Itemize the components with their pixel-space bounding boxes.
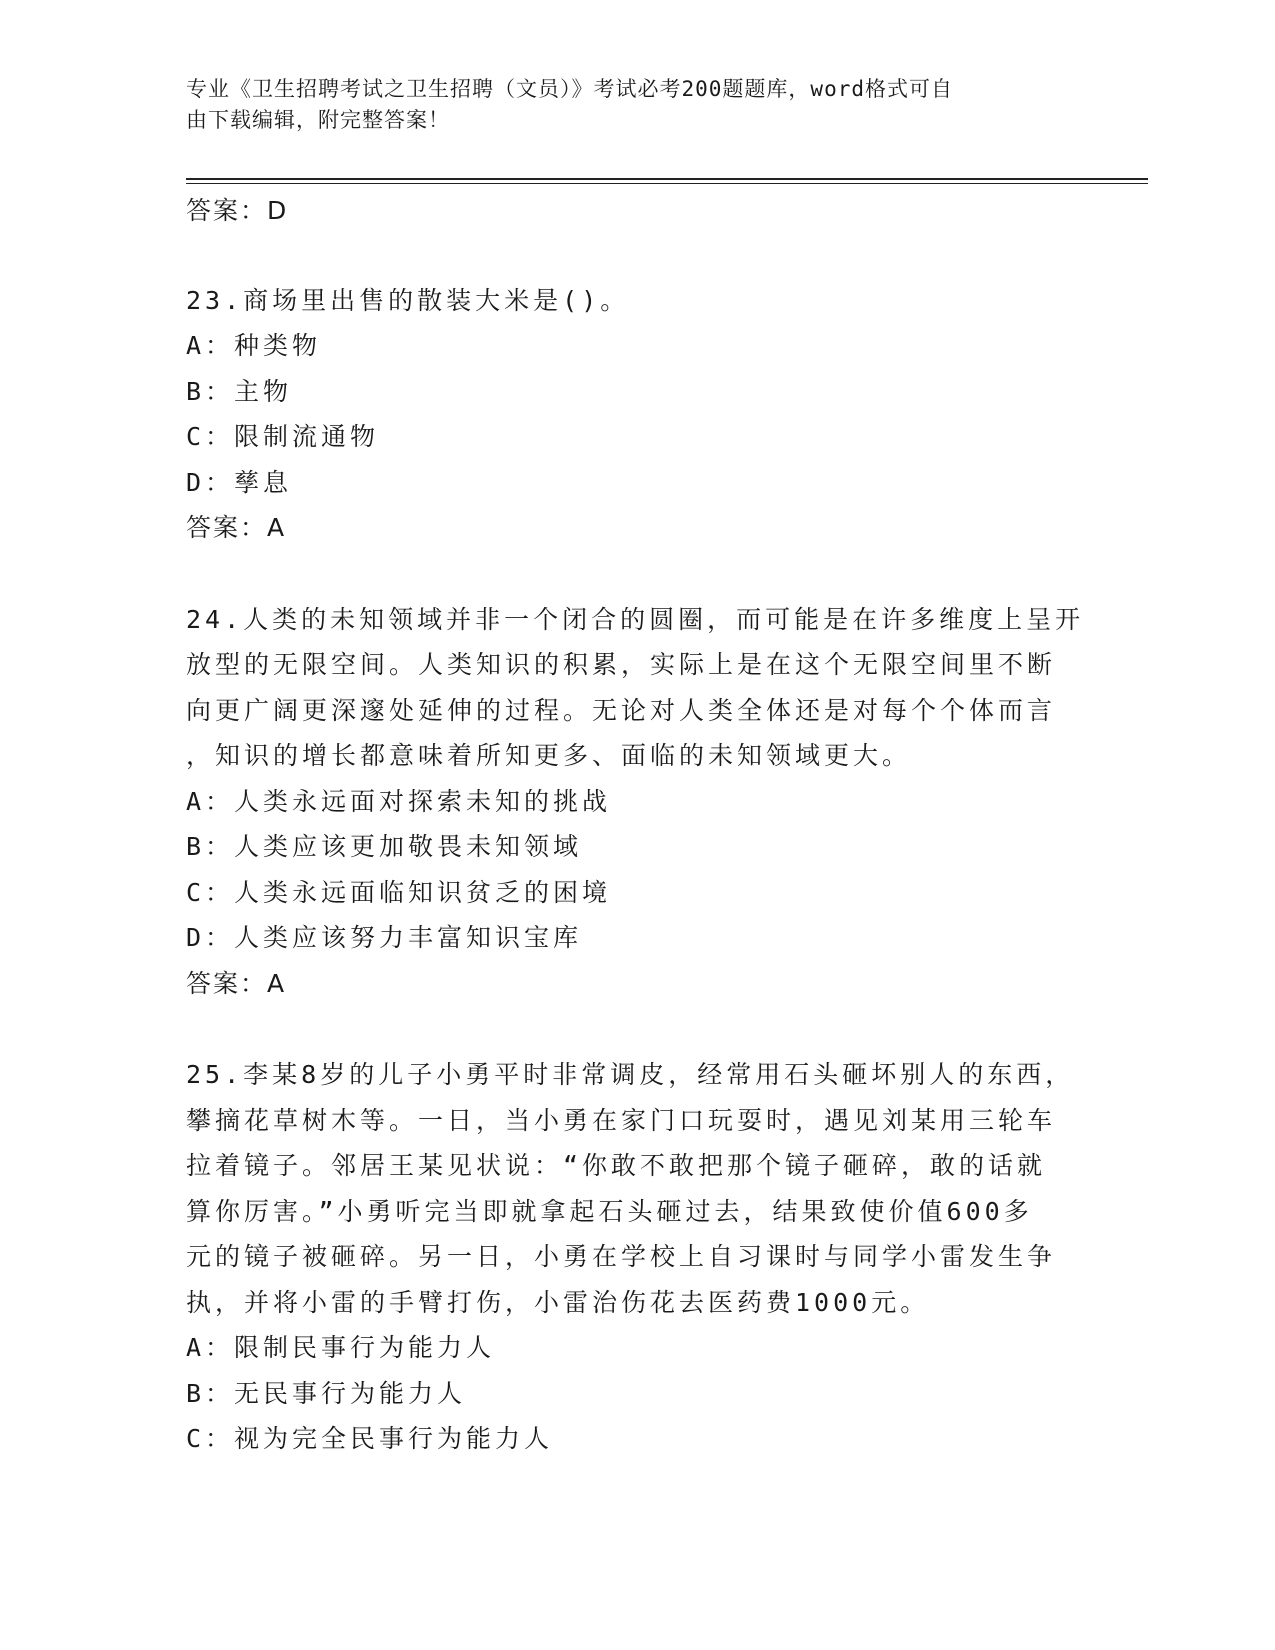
document-header (186, 74, 1066, 136)
question-stem-line: 向更广阔更深邃处延伸的过程。无论对人类全体还是对每个个体而言 (186, 695, 1057, 725)
option-c: C：视为完全民事行为能力人 (186, 1424, 554, 1453)
option-b: B：人类应该更加敬畏未知领域 (186, 832, 583, 861)
spacer (186, 551, 1106, 597)
question-stem: 23.商场里出售的散装大米是()。 (186, 285, 630, 315)
question-stem-line: 24.人类的未知领域并非一个闭合的圆圈，而可能是在许多维度上呈开 (186, 604, 1085, 634)
spacer (186, 234, 1106, 278)
question-25 (186, 1052, 1106, 1462)
question-stem-line: 25.李某8岁的儿子小勇平时非常调皮，经常用石头砸坏别人的东西， (186, 1060, 1075, 1089)
option-b: B：无民事行为能力人 (186, 1378, 467, 1408)
header-divider-thick (186, 178, 1148, 180)
question-24 (186, 597, 1106, 1007)
previous-answer: 答案：D (186, 196, 289, 225)
question-stem-line: 攀摘花草树木等。一日，当小勇在家门口玩耍时，遇见刘某用三轮车 (186, 1105, 1057, 1135)
question-stem-line: 算你厉害。”小勇听完当即就拿起石头砸过去，结果致使价值600多 (186, 1196, 1033, 1226)
option-c: C：人类永远面临知识贫乏的困境 (186, 877, 612, 907)
header-divider-thin (186, 183, 1148, 184)
answer: 答案：A (186, 968, 287, 998)
option-d: D：孳息 (186, 467, 293, 497)
option-a: A：限制民事行为能力人 (186, 1333, 496, 1362)
question-23 (186, 278, 1106, 551)
header-line-2: 由下载编辑，附完整答案！ (186, 108, 450, 132)
question-content (186, 188, 1106, 1462)
question-stem-line: 拉着镜子。邻居王某见状说：“你敢不敢把那个镜子砸碎，敢的话就 (186, 1151, 1047, 1180)
question-stem-line: 执，并将小雷的手臂打伤，小雷治伤花去医药费1000元。 (186, 1287, 930, 1317)
option-a: A：人类永远面对探索未知的挑战 (186, 786, 612, 816)
header-line-1: 专业《卫生招聘考试之卫生招聘（文员）》考试必考200题题库，word格式可自 (186, 77, 953, 101)
spacer (186, 1006, 1106, 1052)
option-a: A：种类物 (186, 331, 322, 360)
question-stem-line: ，知识的增长都意味着所知更多、面临的未知领域更大。 (186, 741, 912, 770)
option-b: B：主物 (186, 376, 293, 406)
option-c: C：限制流通物 (186, 422, 380, 451)
question-stem-line: 元的镜子被砸碎。另一日，小勇在学校上自习课时与同学小雷发生争 (186, 1242, 1057, 1271)
question-stem-line: 放型的无限空间。人类知识的积累，实际上是在这个无限空间里不断 (186, 650, 1057, 679)
option-d: D：人类应该努力丰富知识宝库 (186, 923, 583, 952)
answer: 答案：A (186, 513, 287, 542)
